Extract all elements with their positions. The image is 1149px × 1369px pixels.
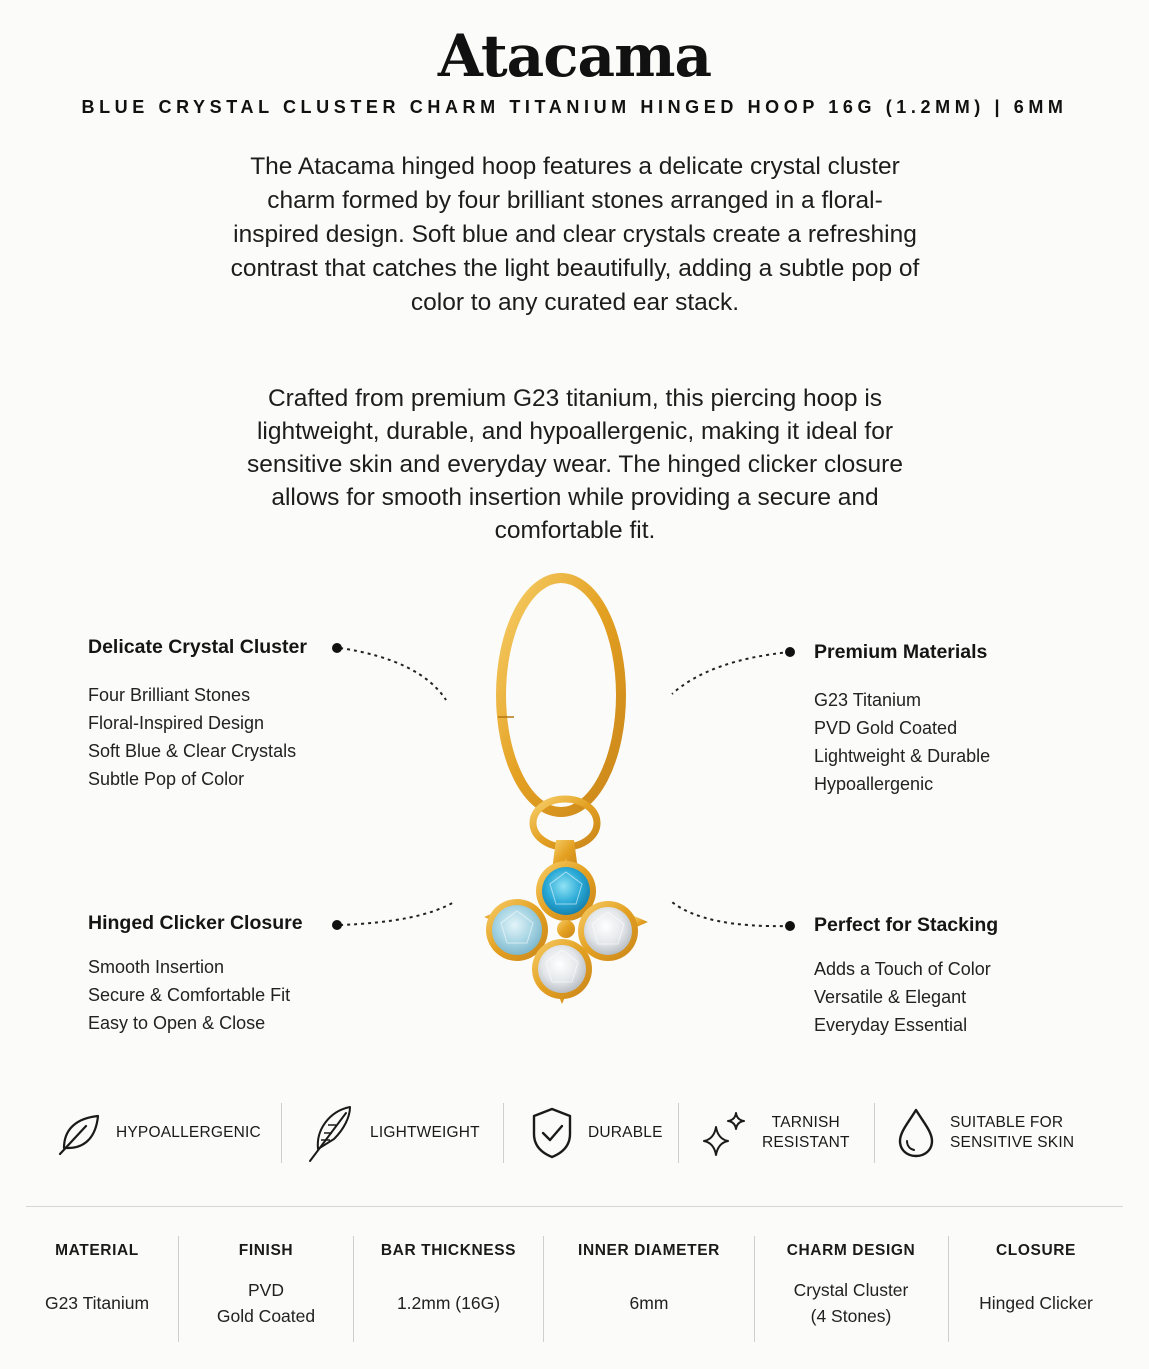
badge-divider — [503, 1103, 504, 1163]
spec-inner-diameter — [545, 1236, 753, 1342]
spec-charm-design — [756, 1236, 946, 1342]
feature-hinged-clicker — [88, 912, 303, 1037]
badge-divider — [678, 1103, 679, 1163]
feature-item: Soft Blue & Clear Crystals — [88, 741, 297, 761]
feature-crystal-cluster — [88, 636, 307, 793]
spec-label: MATERIAL — [55, 1242, 139, 1259]
spec-value: PVD Gold Coated — [216, 1280, 316, 1326]
product-title: Atacama — [437, 22, 712, 90]
spec-value: 1.2mm (16G) — [396, 1293, 501, 1313]
description-paragraph-2: Crafted from premium G23 titanium, this piercing hoop is lightweight, durable, and hypoallergenic, making it ideal for sensitive skin and everyday wear. The hinged clicker closure allows for smooth insertion while providing a secure and comfortable fit. — [247, 385, 903, 544]
spec-value: Hinged Clicker — [979, 1293, 1093, 1313]
badge-label: SUITABLE FOR SENSITIVE SKIN — [950, 1114, 1075, 1151]
leader-dot-top-left — [332, 643, 342, 653]
leader-dot-bottom-left — [332, 920, 342, 930]
specs-table — [0, 1236, 1149, 1342]
feather-icon — [306, 1103, 356, 1163]
badge-divider — [281, 1103, 282, 1163]
shield-check-icon — [530, 1106, 574, 1160]
badge-tarnish-resistant — [700, 1100, 850, 1166]
feature-item: Smooth Insertion — [88, 957, 225, 977]
jump-ring — [533, 799, 597, 847]
badges-row — [0, 1100, 1149, 1166]
spec-finish — [180, 1236, 352, 1342]
feature-heading: Delicate Crystal Cluster — [88, 636, 307, 658]
feature-item: Subtle Pop of Color — [88, 769, 245, 789]
spec-bar-thickness — [355, 1236, 542, 1342]
badge-durable — [530, 1100, 663, 1166]
spec-label: INNER DIAMETER — [578, 1242, 720, 1259]
spec-divider — [948, 1236, 949, 1342]
spec-material — [18, 1236, 176, 1342]
description-paragraph-1: The Atacama hinged hoop features a delicate crystal cluster charm formed by four brilliant stones arranged in a floral-inspired design. Soft blue and clear crystals create a refreshing contrast that catches the light beautifully, adding a subtle pop of color to any curated ear stack. — [230, 153, 920, 316]
sparkle-icon — [700, 1109, 748, 1157]
feature-item: Secure & Comfortable Fit — [88, 985, 291, 1005]
hoop-ring — [501, 578, 621, 812]
feature-item: PVD Gold Coated — [814, 718, 958, 738]
droplet-icon — [896, 1107, 936, 1159]
spec-label: CLOSURE — [996, 1242, 1076, 1259]
badge-lightweight — [306, 1100, 480, 1166]
feature-item: Easy to Open & Close — [88, 1013, 266, 1033]
feature-item: Lightweight & Durable — [814, 746, 991, 766]
feature-heading: Hinged Clicker Closure — [88, 912, 303, 934]
feature-stacking — [814, 914, 998, 1039]
spec-divider — [353, 1236, 354, 1342]
spec-label: FINISH — [238, 1242, 294, 1259]
product-subtitle: BLUE CRYSTAL CLUSTER CHARM TITANIUM HINGED HOOP 16G (1.2MM) | 6MM — [81, 97, 1068, 117]
spec-divider — [754, 1236, 755, 1342]
feature-item: Adds a Touch of Color — [814, 959, 991, 979]
leader-dot-bottom-right — [785, 921, 795, 931]
feature-item: Floral-Inspired Design — [88, 713, 265, 733]
badge-label: LIGHTWEIGHT — [370, 1124, 480, 1141]
spec-divider — [178, 1236, 179, 1342]
badge-label: HYPOALLERGENIC — [116, 1124, 261, 1141]
feature-item: G23 Titanium — [814, 690, 922, 710]
spec-value: 6mm — [629, 1293, 669, 1313]
spec-label: CHARM DESIGN — [786, 1242, 916, 1259]
feature-item: Hypoallergenic — [814, 774, 934, 794]
feature-item: Everyday Essential — [814, 1015, 968, 1035]
feature-premium-materials — [814, 641, 990, 798]
badge-hypoallergenic — [56, 1100, 261, 1166]
badge-divider — [874, 1103, 875, 1163]
feature-item: Versatile & Elegant — [814, 987, 967, 1007]
section-divider — [26, 1206, 1123, 1207]
leader-dot-top-right — [785, 647, 795, 657]
leaf-icon — [56, 1110, 102, 1156]
feature-item: Four Brilliant Stones — [88, 685, 251, 705]
badge-sensitive-skin — [896, 1100, 1074, 1166]
spec-value: G23 Titanium — [44, 1293, 150, 1313]
spec-divider — [543, 1236, 544, 1342]
feature-heading: Premium Materials — [814, 641, 988, 663]
spec-label: BAR THICKNESS — [380, 1242, 517, 1259]
badge-label: TARNISH RESISTANT — [762, 1114, 850, 1151]
spec-value: Crystal Cluster (4 Stones) — [793, 1280, 909, 1326]
badge-label: DURABLE — [588, 1124, 663, 1141]
feature-heading: Perfect for Stacking — [814, 914, 999, 936]
spec-closure — [950, 1236, 1122, 1342]
